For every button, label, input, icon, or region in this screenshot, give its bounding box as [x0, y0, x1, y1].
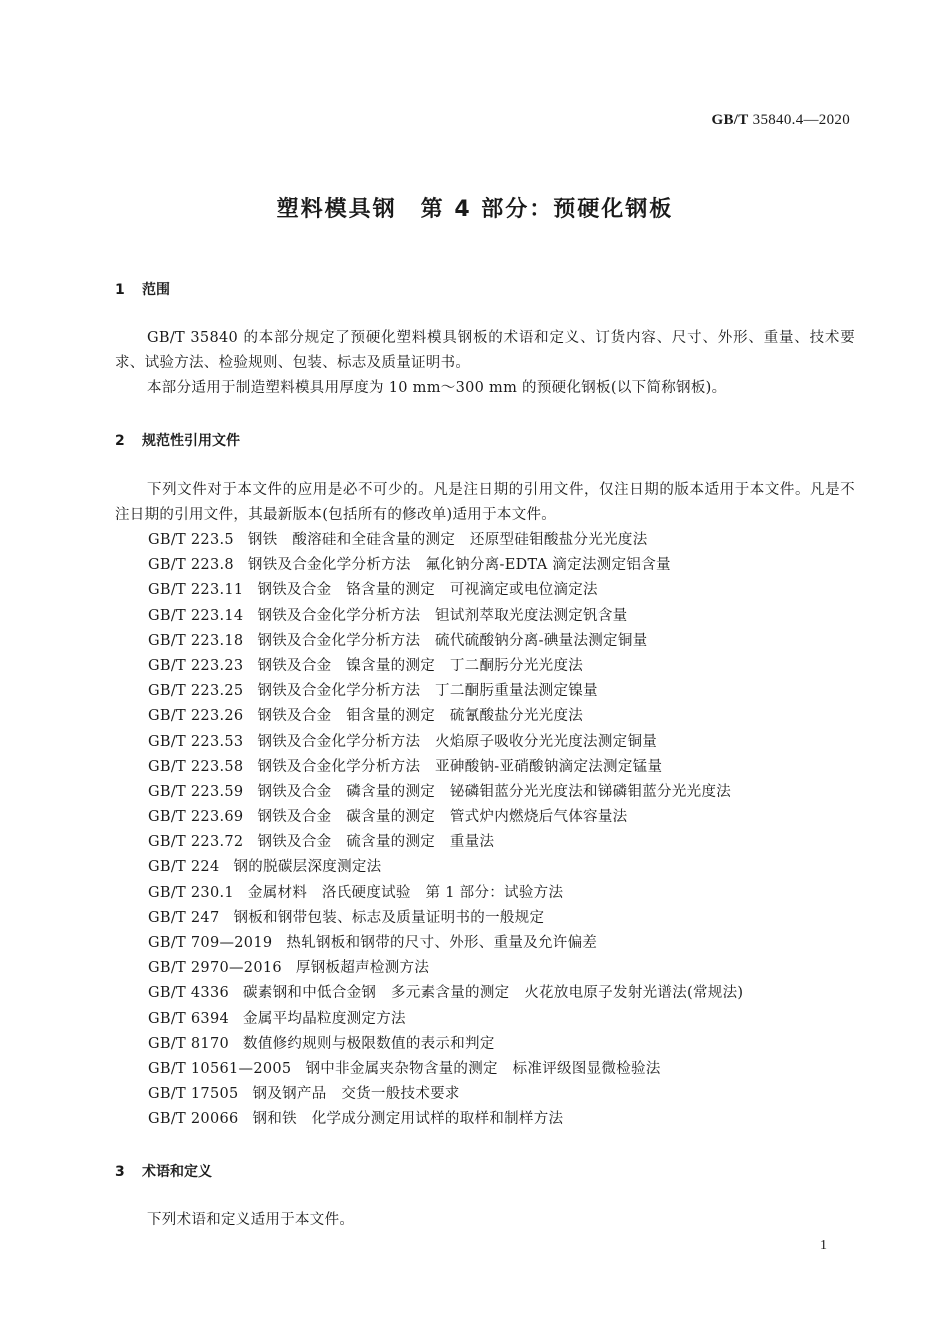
reference-title: 钢铁及合金化学分析方法 氟化钠分离-EDTA 滴定法测定铝含量: [247, 557, 671, 574]
scope-paragraph-1: GB/T 35840 的本部分规定了预硬化塑料模具钢板的术语和定义、订货内容、尺寸、外形、重量、技术要求、试验方法、检验规则、包装、标志及质量证明书。: [115, 330, 855, 371]
reference-code: GB/T 709—2019: [148, 935, 273, 951]
reference-code: GB/T 8170: [148, 1035, 230, 1052]
reference-item: [148, 780, 743, 805]
section-number: 3: [115, 1164, 125, 1180]
reference-item: [148, 578, 743, 603]
reference-code: GB/T 2970—2016: [148, 960, 282, 977]
reference-title: 钢中非金属夹杂物含量的测定 标准评级图显微检验法: [305, 1060, 661, 1077]
reference-code: GB/T 223.69: [148, 809, 244, 826]
reference-title: 钢铁及合金 碳含量的测定 管式炉内燃烧后气体容量法: [257, 809, 628, 826]
references-intro-paragraph: 下列文件对于本文件的应用是必不可少的。凡是注日期的引用文件，仅注日期的版本适用于本文件。凡是不注日期的引用文件，其最新版本(包括所有的修改单)适用于本文件。: [115, 482, 855, 523]
reference-item: [148, 1057, 743, 1082]
reference-item: [148, 1007, 743, 1032]
scope-paragraph-2: 本部分适用于制造塑料模具用厚度为 10 mm～300 mm 的预硬化钢板(以下简称钢板)。: [147, 380, 727, 396]
reference-item: [148, 830, 743, 855]
section-title: 术语和定义: [142, 1164, 212, 1180]
reference-code: GB/T 223.5: [148, 532, 234, 548]
reference-title: 钢铁及合金化学分析方法 钽试剂萃取光度法测定钒含量: [257, 607, 628, 624]
reference-code: GB/T 223.23: [148, 657, 244, 674]
section-title: 规范性引用文件: [142, 433, 240, 449]
reference-code: GB/T 223.58: [148, 758, 244, 775]
reference-title: 钢铁及合金 铬含量的测定 可视滴定或电位滴定法: [257, 582, 598, 599]
reference-item: [148, 881, 743, 906]
section-heading-normative-references: [115, 430, 240, 450]
reference-code: GB/T 17505: [148, 1086, 239, 1103]
page-header-standard-number: [712, 112, 850, 129]
reference-item: [148, 931, 743, 956]
standard-prefix: GB/T: [711, 112, 749, 128]
document-title: 塑料模具钢 第 4 部分：预硬化钢板: [276, 197, 674, 222]
reference-code: GB/T 223.11: [148, 582, 244, 599]
reference-item: [148, 1082, 743, 1107]
reference-code: GB/T 10561—2005: [148, 1060, 292, 1077]
reference-item: [148, 755, 743, 780]
reference-title: 金属材料 洛氏硬度试验 第 1 部分：试验方法: [247, 884, 564, 901]
reference-code: GB/T 223.53: [148, 733, 244, 750]
reference-title: 钢板和钢带包装、标志及质量证明书的一般规定: [233, 909, 545, 926]
reference-code: GB/T 223.26: [148, 708, 244, 725]
reference-title: 钢铁及合金化学分析方法 亚砷酸钠-亚硝酸钠滴定法测定锰量: [257, 758, 663, 775]
reference-title: 钢铁及合金 磷含量的测定 铋磷钼蓝分光光度法和锑磷钼蓝分光光度法: [257, 783, 732, 800]
reference-title: 钢的脱碳层深度测定法: [233, 859, 382, 876]
reference-item: [148, 1032, 743, 1057]
reference-item: [148, 629, 743, 654]
section-number: 2: [115, 433, 125, 449]
reference-item: [148, 528, 743, 553]
reference-item: [148, 805, 743, 830]
reference-title: 钢铁及合金化学分析方法 火焰原子吸收分光光度法测定铜量: [257, 733, 658, 750]
reference-title: 金属平均晶粒度测定方法: [243, 1010, 406, 1027]
reference-list: [148, 528, 743, 1133]
reference-code: GB/T 223.59: [148, 783, 244, 800]
reference-title: 热轧钢板和钢带的尺寸、外形、重量及允许偏差: [286, 935, 598, 951]
reference-item: [148, 704, 743, 729]
reference-code: GB/T 223.18: [148, 632, 244, 649]
reference-item: [148, 906, 743, 931]
reference-title: 钢铁 酸溶硅和全硅含量的测定 还原型硅钼酸盐分光光度法: [247, 532, 648, 548]
reference-code: GB/T 223.72: [148, 834, 244, 851]
reference-title: 碳素钢和中低合金钢 多元素含量的测定 火花放电原子发射光谱法(常规法): [243, 985, 744, 1002]
reference-item: [148, 956, 743, 981]
section-title: 范围: [142, 282, 170, 298]
reference-title: 钢铁及合金化学分析方法 硫代硫酸钠分离-碘量法测定铜量: [257, 632, 648, 649]
page-number: 1: [820, 1238, 827, 1253]
reference-item: [148, 981, 743, 1006]
reference-code: GB/T 223.14: [148, 607, 244, 624]
reference-title: 厚钢板超声检测方法: [295, 960, 430, 977]
reference-title: 钢及钢产品 交货一般技术要求: [252, 1086, 460, 1103]
section-heading-scope: [115, 279, 170, 299]
section-heading-terms-definitions: [115, 1161, 212, 1181]
reference-item: [148, 654, 743, 679]
reference-title: 钢铁及合金化学分析方法 丁二酮肟重量法测定镍量: [257, 683, 598, 700]
terms-intro-paragraph: 下列术语和定义适用于本文件。: [147, 1212, 355, 1228]
reference-item: [148, 1107, 743, 1132]
section-number: 1: [115, 282, 125, 298]
reference-item: [148, 730, 743, 755]
reference-code: GB/T 224: [148, 859, 220, 876]
reference-code: GB/T 4336: [148, 985, 230, 1002]
reference-item: [148, 855, 743, 880]
reference-code: GB/T 20066: [148, 1111, 239, 1128]
reference-title: 钢铁及合金 钼含量的测定 硫氰酸盐分光光度法: [257, 708, 584, 725]
reference-code: GB/T 247: [148, 909, 220, 926]
reference-title: 数值修约规则与极限数值的表示和判定: [243, 1035, 495, 1052]
reference-code: GB/T 6394: [148, 1010, 230, 1027]
reference-item: [148, 553, 743, 578]
reference-code: GB/T 223.25: [148, 683, 244, 700]
reference-item: [148, 604, 743, 629]
standard-number: 35840.4—2020: [752, 112, 850, 128]
reference-item: [148, 679, 743, 704]
reference-title: 钢铁及合金 硫含量的测定 重量法: [257, 834, 495, 851]
reference-code: GB/T 223.8: [148, 557, 234, 574]
reference-title: 钢铁及合金 镍含量的测定 丁二酮肟分光光度法: [257, 657, 584, 674]
reference-title: 钢和铁 化学成分测定用试样的取样和制样方法: [252, 1111, 564, 1128]
reference-code: GB/T 230.1: [148, 884, 234, 901]
